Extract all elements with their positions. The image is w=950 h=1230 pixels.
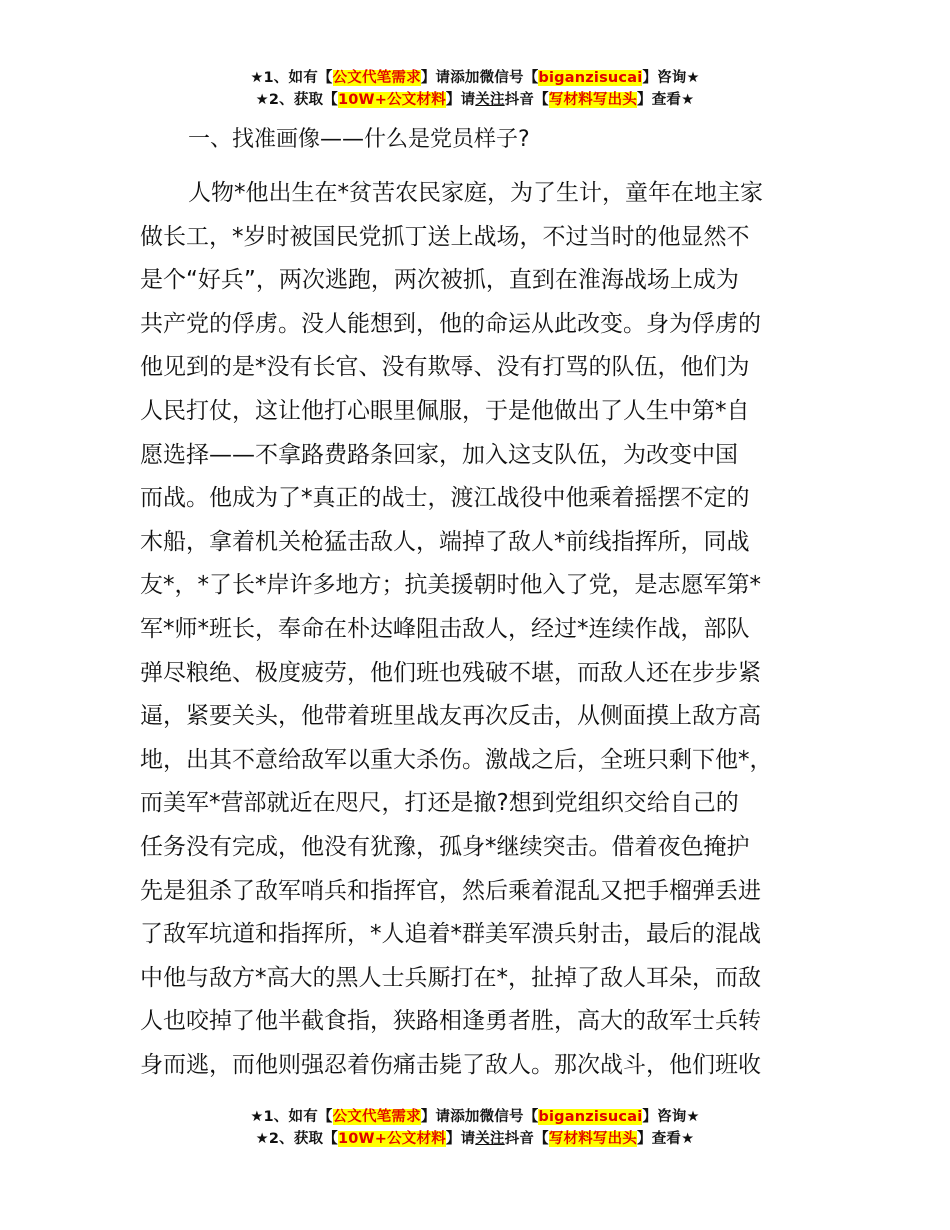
paragraph-line: 做长工，*岁时被国民党抓丁送上战场，不过当时的他显然不 — [140, 223, 750, 250]
promo-text: ★2、获取【 — [255, 92, 338, 108]
paragraph-line: 身而逃，而他则强忍着伤痛击毙了敌人。那次战斗，他们班收 — [140, 1051, 761, 1078]
paragraph-line: 弹尽粮绝、极度疲劳，他们班也残破不堪，而敌人还在步步紧 — [140, 659, 761, 686]
promo-text: 】查看★ — [637, 92, 695, 108]
paragraph-line: 而战。他成为了*真正的战士，渡江战役中他乘着摇摆不定的 — [140, 485, 750, 512]
paragraph-line: 了敌军坑道和指挥所，*人追着*群美军溃兵射击，最后的混战 — [140, 921, 761, 948]
paragraph-line: 是个“好兵”，两次逃跑，两次被抓，直到在淮海战场上成为 — [140, 267, 739, 294]
promo-text: 】咨询★ — [642, 1109, 700, 1125]
underlined-follow: 关注 — [475, 1131, 505, 1147]
highlight-douyin-account: 写材料写出头 — [548, 92, 638, 108]
paragraph-line: 中他与敌方*高大的黑人士兵厮打在*，扯掉了敌人耳朵，而敌 — [140, 964, 761, 991]
paragraph-line: 木船，拿着机关枪猛击敌人，端掉了敌人*前线指挥所，同战 — [140, 528, 750, 555]
highlight-materials: 10W+公文材料 — [337, 92, 446, 108]
highlight-wechat-id: biganzisucai — [538, 70, 643, 86]
paragraph-line: 人也咬掉了他半截食指，狭路相逢勇者胜，高大的敌军士兵转 — [140, 1008, 761, 1035]
promo-text: 】查看★ — [637, 1131, 695, 1147]
promo-line-1 — [0, 68, 950, 90]
paragraph-line: 愿选择——不拿路费路条回家，加入这支队伍，为改变中国 — [140, 441, 738, 468]
promo-text: 】请添加微信号【 — [420, 70, 539, 86]
promo-text: ★1、如有【 — [250, 1109, 333, 1125]
paragraph-line: 先是狙杀了敌军哨兵和指挥官，然后乘着混乱又把手榴弹丢进 — [140, 877, 761, 904]
promo-text: 】请 — [445, 1131, 476, 1147]
section-heading: 一、找准画像——什么是党员样子? — [188, 127, 530, 152]
highlight-materials: 10W+公文材料 — [337, 1131, 446, 1147]
paragraph-line: 人民打仗，这让他打心眼里佩服，于是他做出了人生中第*自 — [140, 397, 750, 424]
promo-footer — [0, 1107, 950, 1151]
highlight-douyin-account: 写材料写出头 — [548, 1131, 638, 1147]
promo-line-2 — [0, 1129, 950, 1151]
highlight-ghostwriting: 公文代笔需求 — [332, 70, 421, 86]
paragraph-line: 军*师*班长，奉命在朴达峰阻击敌人，经过*连续作战，部队 — [140, 615, 750, 642]
paragraph-line: 人物*他出生在*贫苦农民家庭，为了生计，童年在地主家 — [188, 180, 763, 206]
promo-text: ★2、获取【 — [255, 1131, 338, 1147]
promo-text: 】请 — [445, 92, 476, 108]
promo-line-1 — [0, 1107, 950, 1129]
promo-header — [0, 68, 950, 112]
paragraph-line: 共产党的俘虏。没人能想到，他的命运从此改变。身为俘虏的 — [140, 310, 761, 337]
paragraph-line: 他见到的是*没有长官、没有欺辱、没有打骂的队伍，他们为 — [140, 354, 750, 381]
highlight-wechat-id: biganzisucai — [538, 1109, 643, 1125]
paragraph-line: 逼，紧要关头，他带着班里战友再次反击，从侧面摸上敌方高 — [140, 703, 761, 730]
paragraph-line: 而美军*营部就近在咫尺，打还是撤?想到党组织交给自己的 — [140, 790, 739, 817]
highlight-ghostwriting: 公文代笔需求 — [332, 1109, 421, 1125]
promo-text: 】请添加微信号【 — [420, 1109, 539, 1125]
paragraph-line: 地，出其不意给敌军以重大杀伤。激战之后，全班只剩下他*， — [140, 746, 773, 773]
promo-text: ★1、如有【 — [250, 70, 333, 86]
body-paragraph — [140, 172, 830, 1087]
promo-text: 抖音【 — [504, 92, 549, 108]
promo-text: 】咨询★ — [642, 70, 700, 86]
paragraph-line: 任务没有完成，他没有犹豫，孤身*继续突击。借着夜色掩护 — [140, 833, 750, 860]
promo-line-2 — [0, 90, 950, 112]
underlined-follow: 关注 — [475, 92, 505, 108]
promo-text: 抖音【 — [504, 1131, 549, 1147]
paragraph-line: 友*，*了长*岸许多地方；抗美援朝时他入了党，是志愿军第* — [140, 572, 761, 599]
